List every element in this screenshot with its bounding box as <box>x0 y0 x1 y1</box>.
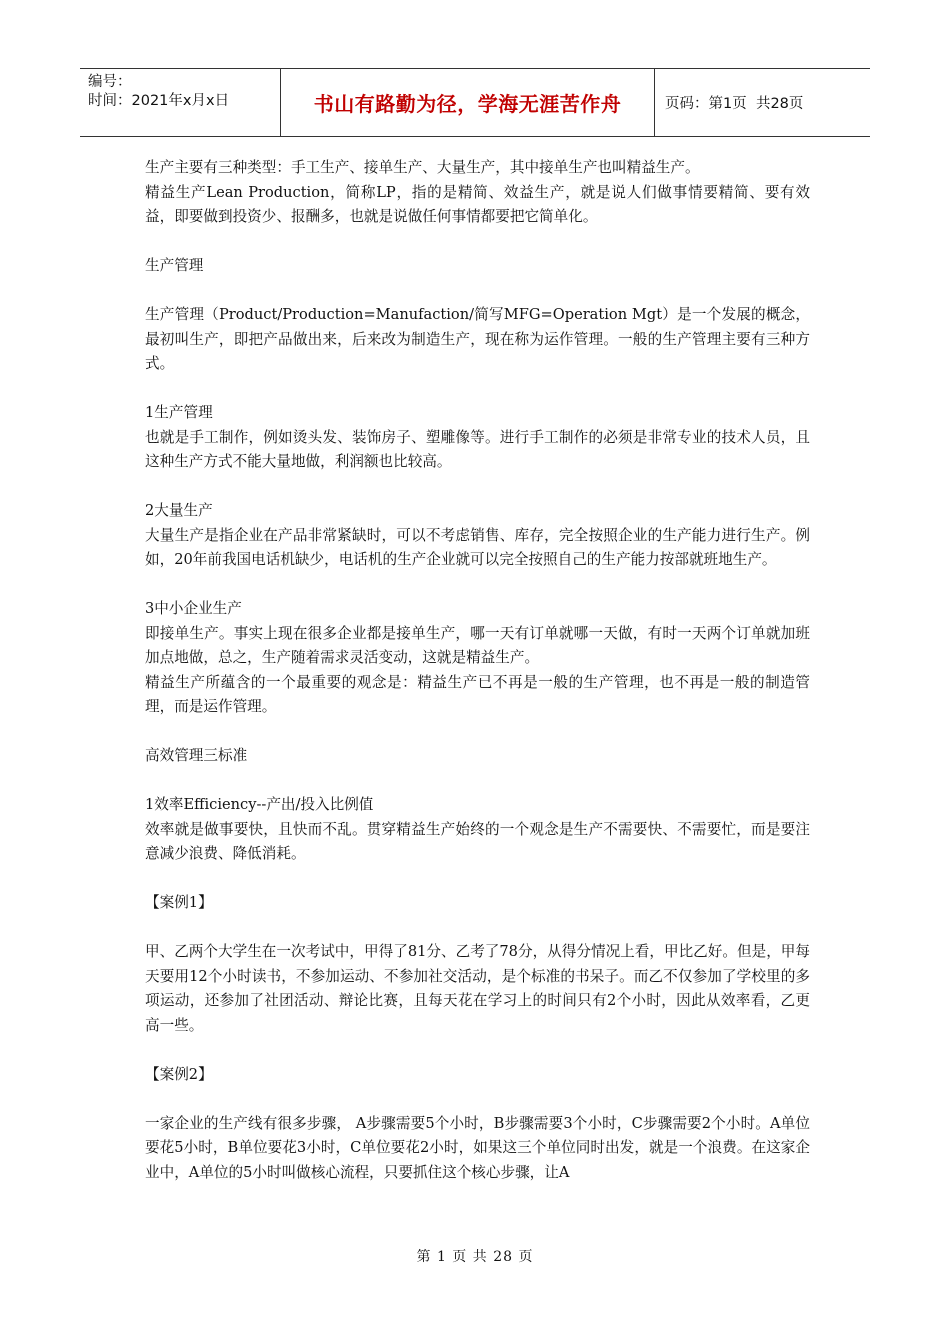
paragraph: 【案例1】 <box>145 894 213 911</box>
paragraph: 生产管理（Product/Production=Manufaction/简写MFG=Operation Mgt）是一个发展的概念，最初叫生产，即把产品做出来，后来改为制造生产，现在称为运作管理。一般的生产管理主要有三种方式。 <box>145 306 810 372</box>
paragraph-spacer <box>145 769 810 794</box>
paragraph: 也就是手工制作，例如烫头发、装饰房子、塑雕像等。进行手工制作的必须是非常专业的技术人员，且这种生产方式不能大量地做，利润额也比较高。 <box>145 428 810 470</box>
paragraph-spacer <box>145 377 810 402</box>
number-label: 编号： <box>88 74 132 90</box>
paragraph: 甲、乙两个大学生在一次考试中，甲得了81分、乙考了78分，从得分情况上看，甲比乙好。但是，甲每天要用12个小时读书，不参加运动、不参加社交活动，是个标准的书呆子。而乙不仅参加了学校里的多项运动，还参加了社团活动、辩论比赛，且每天花在学习上的时间只有2个小时，因此从效率看，乙更高一些。 <box>145 943 810 1034</box>
paragraph: 即接单生产。事实上现在很多企业都是接单生产，哪一天有订单就哪一天做，有时一天两个订单就加班加点地做，总之，生产随着需求灵活变动，这就是精益生产。 <box>145 624 810 666</box>
paragraph: 1效率Efficiency--产出/投入比例值 <box>145 796 374 813</box>
page-footer: 第 1 页 共 28 页 <box>416 1249 534 1265</box>
paragraph-spacer <box>145 230 810 255</box>
paragraph-spacer <box>145 573 810 598</box>
paragraph: 一家企业的生产线有很多步骤， A步骤需要5个小时，B步骤需要3个小时，C步骤需要2个小时。A单位要花5小时，B单位要花3小时，C单位要花2小时，如果这三个单位同时出发，就是一个浪费。在这家企业中，A单位的5小时叫做核心流程，只要抓住这个核心步骤，让A <box>145 1114 810 1181</box>
page-header <box>80 68 870 137</box>
date-label: 时间：2021年x月x日 <box>88 93 230 109</box>
paragraph: 生产管理 <box>145 257 204 274</box>
page-info-text: 页码：第1页 共28页 <box>665 96 804 112</box>
paragraph: 效率就是做事要快，且快而不乱。贯穿精益生产始终的一个观念是生产不需要快、不需要忙，而是要注意减少浪费、降低消耗。 <box>145 820 810 862</box>
paragraph: 3中小企业生产 <box>145 600 242 617</box>
paragraph: 大量生产是指企业在产品非常紧缺时，可以不考虑销售、库存，完全按照企业的生产能力进行生产。例如，20年前我国电话机缺少，电话机的生产企业就可以完全按照自己的生产能力按部就班地生产。 <box>145 526 810 568</box>
paragraph-spacer <box>145 475 810 500</box>
header-motto: 书山有路勤为径，学海无涯苦作舟 <box>281 69 655 136</box>
paragraph-spacer <box>145 916 810 941</box>
paragraph: 1生产管理 <box>145 404 213 421</box>
header-page-info <box>655 69 870 136</box>
paragraph: 【案例2】 <box>145 1065 213 1083</box>
paragraph: 高效管理三标准 <box>145 747 248 764</box>
paragraph-spacer <box>145 1087 810 1112</box>
paragraph-spacer <box>145 720 810 745</box>
paragraph-spacer <box>145 279 810 304</box>
header-meta <box>80 69 281 136</box>
paragraph: 精益生产Lean Production，简称LP，指的是精简、效益生产，就是说人们做事情要精简、要有效益，即要做到投资少、报酬多，也就是说做任何事情都要把它简单化。 <box>145 183 810 225</box>
paragraph: 精益生产所蕴含的一个最重要的观念是：精益生产已不再是一般的生产管理，也不再是一般的制造管理，而是运作管理。 <box>145 673 810 715</box>
paragraph: 生产主要有三种类型：手工生产、接单生产、大量生产，其中接单生产也叫精益生产。 <box>145 159 700 176</box>
paragraph-spacer <box>145 867 810 892</box>
paragraph-spacer <box>145 1038 810 1063</box>
document-body <box>145 156 810 1185</box>
paragraph: 2大量生产 <box>145 502 213 519</box>
